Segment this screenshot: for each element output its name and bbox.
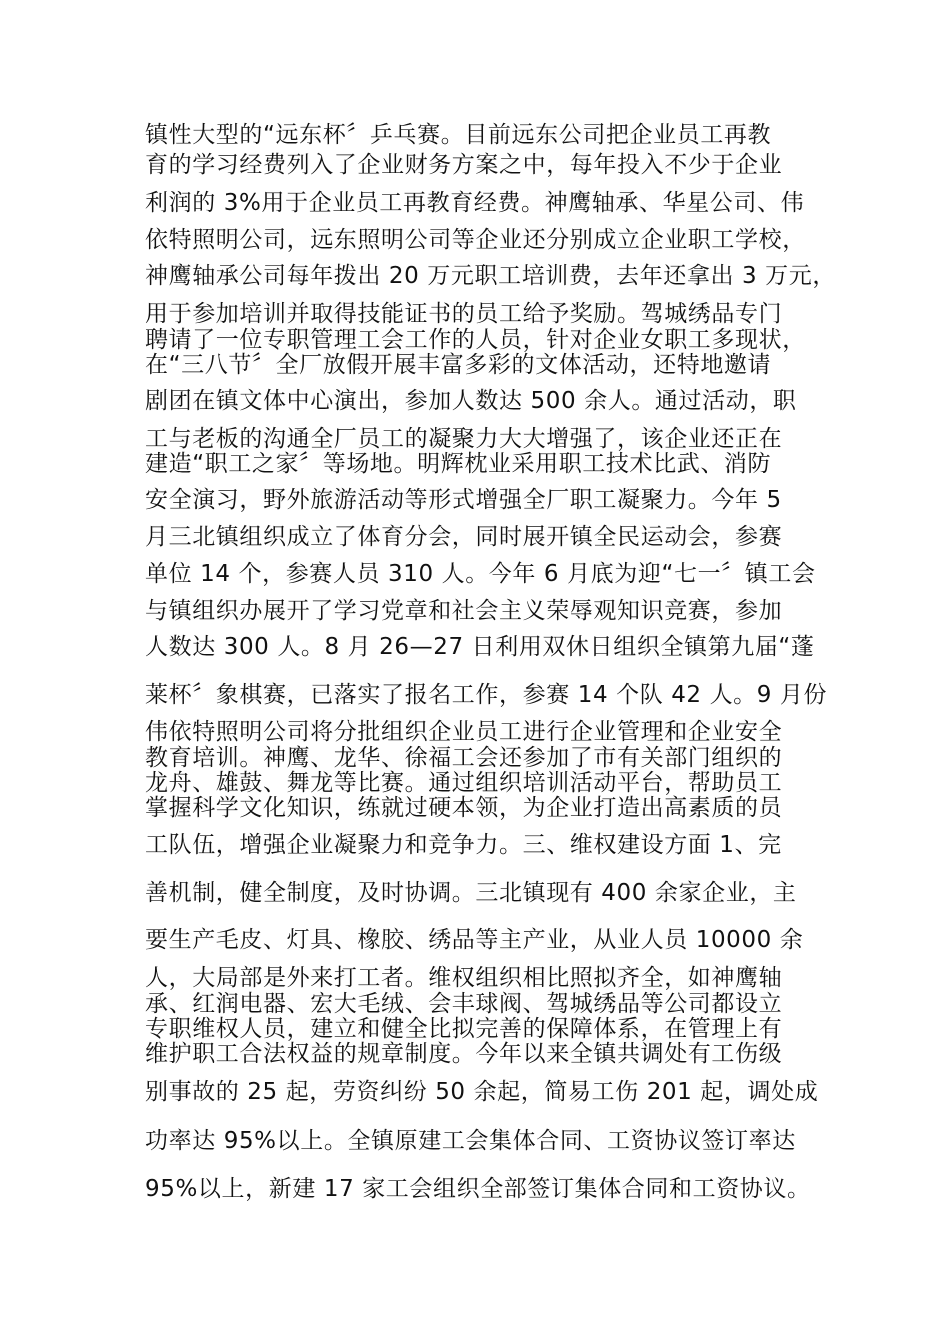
- text-line: 单位 14 个，参赛人员 310 人。今年 6 月底为迎“七一〞镇工会: [145, 561, 816, 587]
- text-line: 镇性大型的“远东杯〞乒乓赛。目前远东公司把企业员工再教: [145, 122, 772, 148]
- text-line: 与镇组织办展开了学习党章和社会主义荣辱观知识竞赛，参加: [145, 598, 783, 624]
- text-line: 功率达 95%以上。全镇原建工会集体合同、工资协议签订率达: [145, 1128, 796, 1154]
- text-line: 掌握科学文化知识，练就过硬本领，为企业打造出高素质的员: [145, 795, 783, 821]
- text-line: 专职维权人员，建立和健全比拟完善的保障体系，在管理上有: [145, 1016, 783, 1042]
- text-line: 善机制，健全制度，及时协调。三北镇现有 400 余家企业，主: [145, 880, 797, 906]
- text-line: 人数达 300 人。8 月 26—27 日利用双休日组织全镇第九届“蓬: [145, 634, 815, 660]
- text-line: 龙舟、雄鼓、舞龙等比赛。通过组织培训活动平台，帮助员工: [145, 770, 783, 796]
- text-line: 95%以上，新建 17 家工会组织全部签订集体合同和工资协议。: [145, 1176, 811, 1202]
- text-line: 利润的 3%用于企业员工再教育经费。神鹰轴承、华星公司、伟: [145, 190, 805, 216]
- text-line: 工与老板的沟通全厂员工的凝聚力大大增强了，该企业还正在: [145, 426, 783, 452]
- text-line: 教育培训。神鹰、龙华、徐福工会还参加了市有关部门组织的: [145, 745, 783, 771]
- text-line: 剧团在镇文体中心演出，参加人数达 500 余人。通过活动，职: [145, 388, 797, 414]
- text-line: 建造“职工之家〞等场地。明辉枕业采用职工技术比武、消防: [145, 451, 772, 477]
- text-line: 安全演习，野外旅游活动等形式增强全厂职工凝聚力。今年 5: [145, 487, 782, 513]
- text-line: 神鹰轴承公司每年拨出 20 万元职工培训费，去年还拿出 3 万元，: [145, 263, 836, 289]
- text-line: 莱杯〞象棋赛，已落实了报名工作，参赛 14 个队 42 人。9 月份: [145, 682, 828, 708]
- text-line: 要生产毛皮、灯具、橡胶、绣品等主产业，从业人员 10000 余: [145, 927, 804, 953]
- text-line: 承、红润电器、宏大毛绒、会丰球阀、驾城绣品等公司都设立: [145, 991, 783, 1017]
- text-line: 依特照明公司，远东照明公司等企业还分别成立企业职工学校，: [145, 227, 806, 253]
- text-line: 人，大局部是外来打工者。维权组织相比照拟齐全，如神鹰轴: [145, 965, 783, 991]
- text-line: 月三北镇组织成立了体育分会，同时展开镇全民运动会，参赛: [145, 524, 783, 550]
- text-line: 用于参加培训并取得技能证书的员工给予奖励。驾城绣品专门: [145, 301, 783, 327]
- text-line: 育的学习经费列入了企业财务方案之中，每年投入不少于企业: [145, 152, 783, 178]
- text-line: 别事故的 25 起，劳资纠纷 50 余起，简易工伤 201 起，调处成: [145, 1079, 819, 1105]
- text-line: 工队伍，增强企业凝聚力和竞争力。三、维权建设方面 1、完: [145, 832, 782, 858]
- text-line: 维护职工合法权益的规章制度。今年以来全镇共调处有工伤级: [145, 1041, 783, 1067]
- text-line: 伟依特照明公司将分批组织企业员工进行企业管理和企业安全: [145, 719, 783, 745]
- text-line: 聘请了一位专职管理工会工作的人员，针对企业女职工多现状，: [145, 327, 806, 353]
- text-line: 在“三八节〞全厂放假开展丰富多彩的文体活动，还特地邀请: [145, 352, 772, 378]
